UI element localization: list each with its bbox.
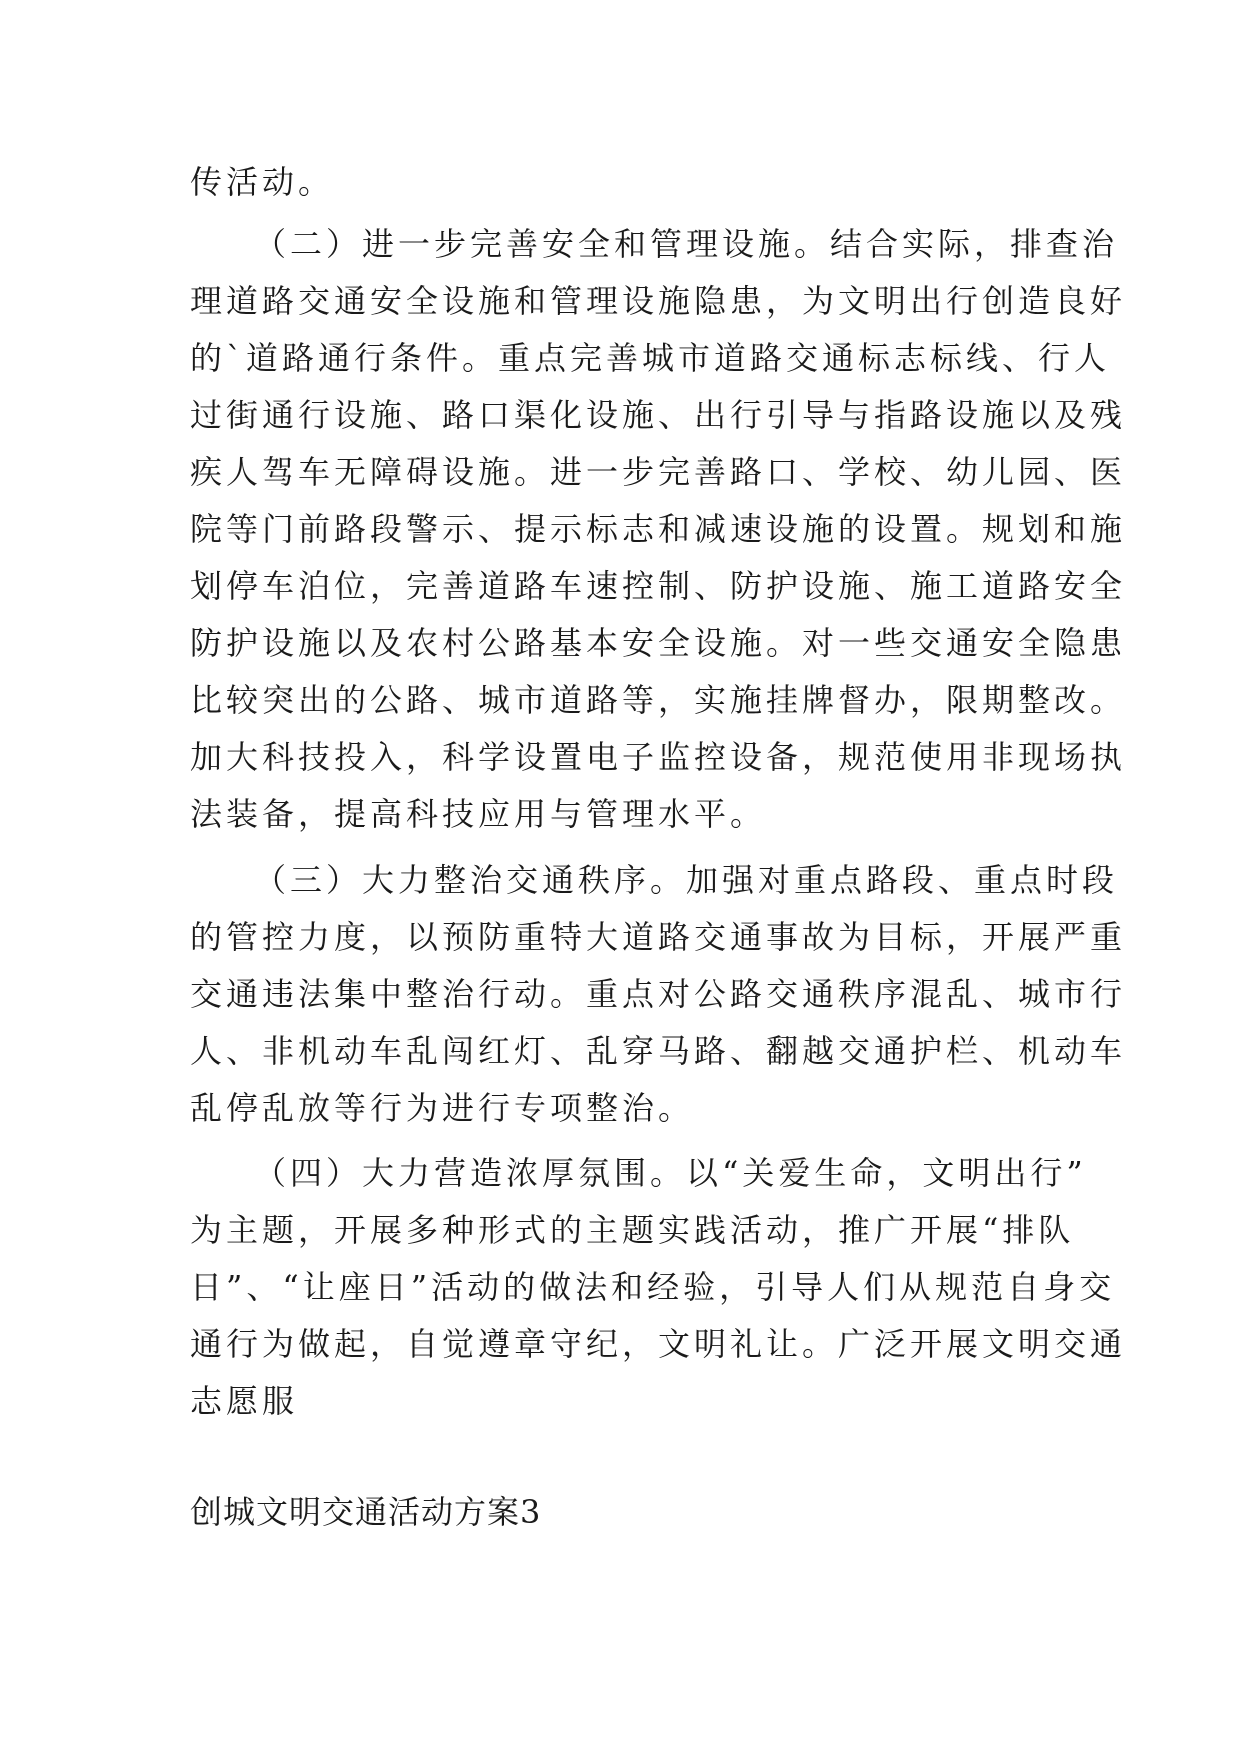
text-line: 乱停乱放等行为进行专项整治。 (190, 1089, 695, 1127)
text-line: 防护设施以及农村公路基本安全设施。对一些交通安全隐患 (190, 624, 1127, 662)
text-line: 志愿服 (190, 1382, 299, 1420)
text-line: 理道路交通安全设施和管理设施隐患，为文明出行创造良好 (190, 282, 1127, 320)
text-line: 的管控力度，以预防重特大道路交通事故为目标，开展严重 (190, 918, 1127, 956)
section-title: 创城文明交通活动方案3 (190, 1493, 542, 1531)
text-line: 院等门前路段警示、提示标志和减速设施的设置。规划和施 (190, 510, 1127, 548)
text-line: 通行为做起，自觉遵章守纪，文明礼让。广泛开展文明交通 (190, 1325, 1127, 1363)
text-line: 法装备，提高科技应用与管理水平。 (190, 795, 767, 833)
text-line: 人、非机动车乱闯红灯、乱穿马路、翻越交通护栏、机动车 (190, 1032, 1127, 1070)
text-line: 过街通行设施、路口渠化设施、出行引导与指路设施以及残 (190, 396, 1127, 434)
text-line: 日”、“让座日”活动的做法和经验，引导人们从规范自身交 (190, 1268, 1116, 1306)
text-line: 加大科技投入，科学设置电子监控设备，规范使用非现场执 (190, 738, 1127, 776)
text-line: 的`道路通行条件。重点完善城市道路交通标志标线、行人 (190, 339, 1111, 377)
text-line: （四）大力营造浓厚氛围。以“关爱生命，文明出行” (254, 1154, 1087, 1192)
text-line: 传活动。 (190, 163, 335, 201)
text-line: （三）大力整治交通秩序。加强对重点路段、重点时段 (254, 861, 1119, 899)
text-line: 划停车泊位，完善道路车速控制、防护设施、施工道路安全 (190, 567, 1127, 605)
text-line: 比较突出的公路、城市道路等，实施挂牌督办，限期整改。 (190, 681, 1127, 719)
text-line: 交通违法集中整治行动。重点对公路交通秩序混乱、城市行 (190, 975, 1127, 1013)
text-line: 疾人驾车无障碍设施。进一步完善路口、学校、幼儿园、医 (190, 453, 1127, 491)
text-line: （二）进一步完善安全和管理设施。结合实际，排查治 (254, 225, 1119, 263)
text-line: 为主题，开展多种形式的主题实践活动，推广开展“排队 (190, 1211, 1075, 1249)
